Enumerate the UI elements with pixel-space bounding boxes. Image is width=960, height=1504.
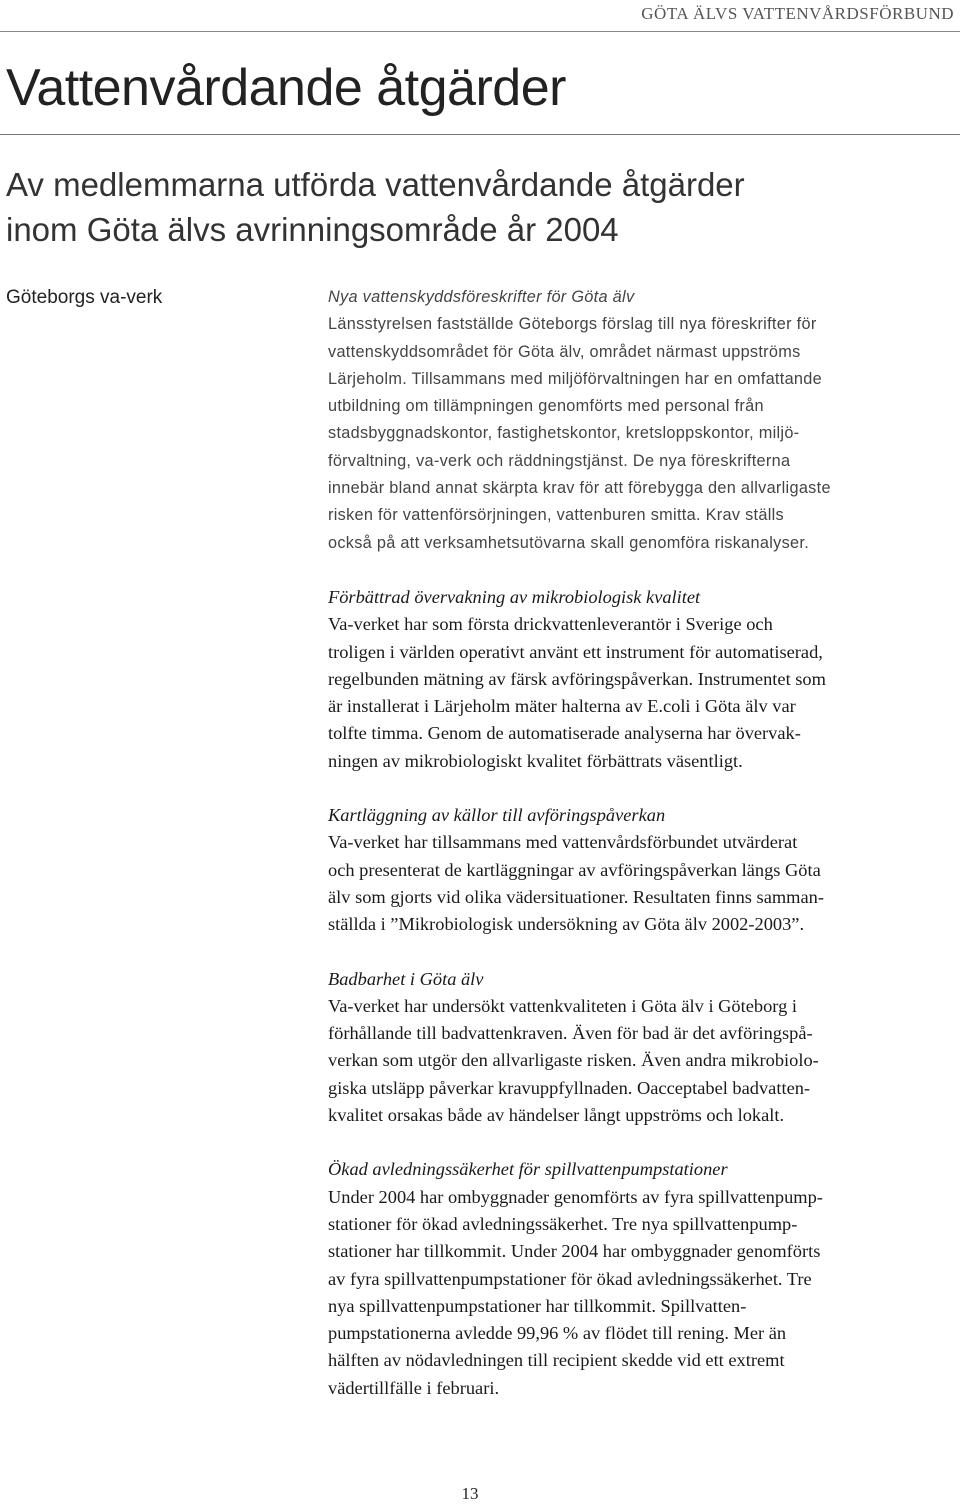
text-line: också på att verksamhetsutövarna skall genomföra riskanalyser.	[328, 533, 810, 552]
section-mikrobiologisk-kvalitet	[328, 584, 954, 775]
article-content	[328, 284, 954, 1402]
section-heading: Ökad avledningssäkerhet för spillvattenpumpstationer	[328, 1159, 728, 1180]
section-heading: Nya vattenskyddsföreskrifter för Göta älv	[328, 288, 635, 306]
running-header: GÖTA ÄLVS VATTENVÅRDSFÖRBUND	[641, 4, 954, 23]
page-title: Vattenvårdande åtgärder	[6, 59, 566, 117]
text-line: förhållande till badvattenkraven. Även för bad är det avföringspå-	[328, 1023, 813, 1044]
page-subtitle	[6, 162, 906, 252]
text-line: tolfte timma. Genom de automatiserade analyserna har övervak-	[328, 723, 801, 744]
text-line: vattenskyddsområdet för Göta älv, området närmast uppströms	[328, 342, 801, 361]
text-line: nya spillvattenpumpstationer har tillkommit. Spillvatten-	[328, 1295, 747, 1316]
section-kartlaggning	[328, 802, 954, 938]
subtitle-line: inom Göta älvs avrinningsområde år 2004	[6, 211, 619, 248]
section-heading: Förbättrad övervakning av mikrobiologisk kvalitet	[328, 586, 701, 607]
text-line: giska utsläpp påverkar kravuppfyllnaden. Oacceptabel badvatten-	[328, 1077, 811, 1098]
text-line: Va-verket har tillsammans med vattenvårdsförbundet utvärderat	[328, 832, 798, 853]
organization-label: Göteborgs va-verk	[6, 287, 163, 308]
page-number: 13	[461, 1484, 479, 1503]
text-line: innebär bland annat skärpta krav för att förebygga den allvarligaste	[328, 479, 831, 498]
text-line: Länsstyrelsen fastställde Göteborgs förslag till nya föreskrifter för	[328, 315, 817, 334]
text-line: älv som gjorts vid olika vädersituationer. Resultaten finns samman-	[328, 886, 824, 907]
text-line: ställda i ”Mikrobiologisk undersökning av Göta älv 2002-2003”.	[328, 914, 805, 935]
subtitle-line: Av medlemmarna utförda vattenvårdande åtgärder	[6, 166, 745, 203]
text-line: verkan som utgör den allvarligaste risken. Även andra mikrobiolo-	[328, 1050, 819, 1071]
text-line: stationer har tillkommit. Under 2004 har ombyggnader genomförts	[328, 1241, 821, 1262]
text-line: stationer för ökad avledningssäkerhet. Tre nya spillvattenpump-	[328, 1213, 798, 1234]
text-line: Lärjeholm. Tillsammans med miljöförvaltningen har en omfattande	[328, 369, 822, 388]
text-line: ningen av mikrobiologiskt kvalitet förbättrats väsentligt.	[328, 750, 743, 771]
title-divider	[0, 134, 960, 135]
text-line: Under 2004 har ombyggnader genomförts av fyra spillvattenpump-	[328, 1186, 823, 1207]
text-line: hälften av nödavledningen till recipient skedde vid ett extremt	[328, 1350, 785, 1371]
section-badbarhet	[328, 966, 954, 1130]
text-line: stadsbyggnadskontor, fastighetskontor, kretsloppskontor, miljö-	[328, 424, 800, 443]
section-heading: Badbarhet i Göta älv	[328, 968, 484, 989]
section-vattenskyddsforeskrifter	[328, 284, 954, 557]
section-heading: Kartläggning av källor till avföringspåverkan	[328, 805, 666, 826]
text-line: kvalitet orsakas både av händelser långt uppströms och lokalt.	[328, 1105, 785, 1126]
text-line: pumpstationerna avledde 99,96 % av flödet till rening. Mer än	[328, 1323, 787, 1344]
text-line: Va-verket har som första drickvattenleverantör i Sverige och	[328, 614, 773, 635]
text-line: förvaltning, va-verk och räddningstjänst. De nya föreskrifterna	[328, 451, 791, 470]
text-line: troligen i världen operativt använt ett instrument för automatiserad,	[328, 641, 823, 662]
text-line: är installerat i Lärjeholm mäter halterna av E.coli i Göta älv var	[328, 696, 796, 717]
text-line: risken för vattenförsörjningen, vattenburen smitta. Krav ställs	[328, 506, 784, 525]
text-line: regelbunden mätning av färsk avföringspåverkan. Instrumentet som	[328, 668, 826, 689]
text-line: av fyra spillvattenpumpstationer för ökad avledningssäkerhet. Tre	[328, 1268, 812, 1289]
text-line: Va-verket har undersökt vattenkvaliteten i Göta älv i Göteborg i	[328, 995, 797, 1016]
header-divider	[0, 31, 960, 32]
section-avledningssakerhet	[328, 1156, 954, 1402]
text-line: utbildning om tillämpningen genomförts med personal från	[328, 397, 764, 416]
text-line: och presenterat de kartläggningar av avföringspåverkan längs Göta	[328, 859, 821, 880]
text-line: vädertillfälle i februari.	[328, 1377, 500, 1398]
